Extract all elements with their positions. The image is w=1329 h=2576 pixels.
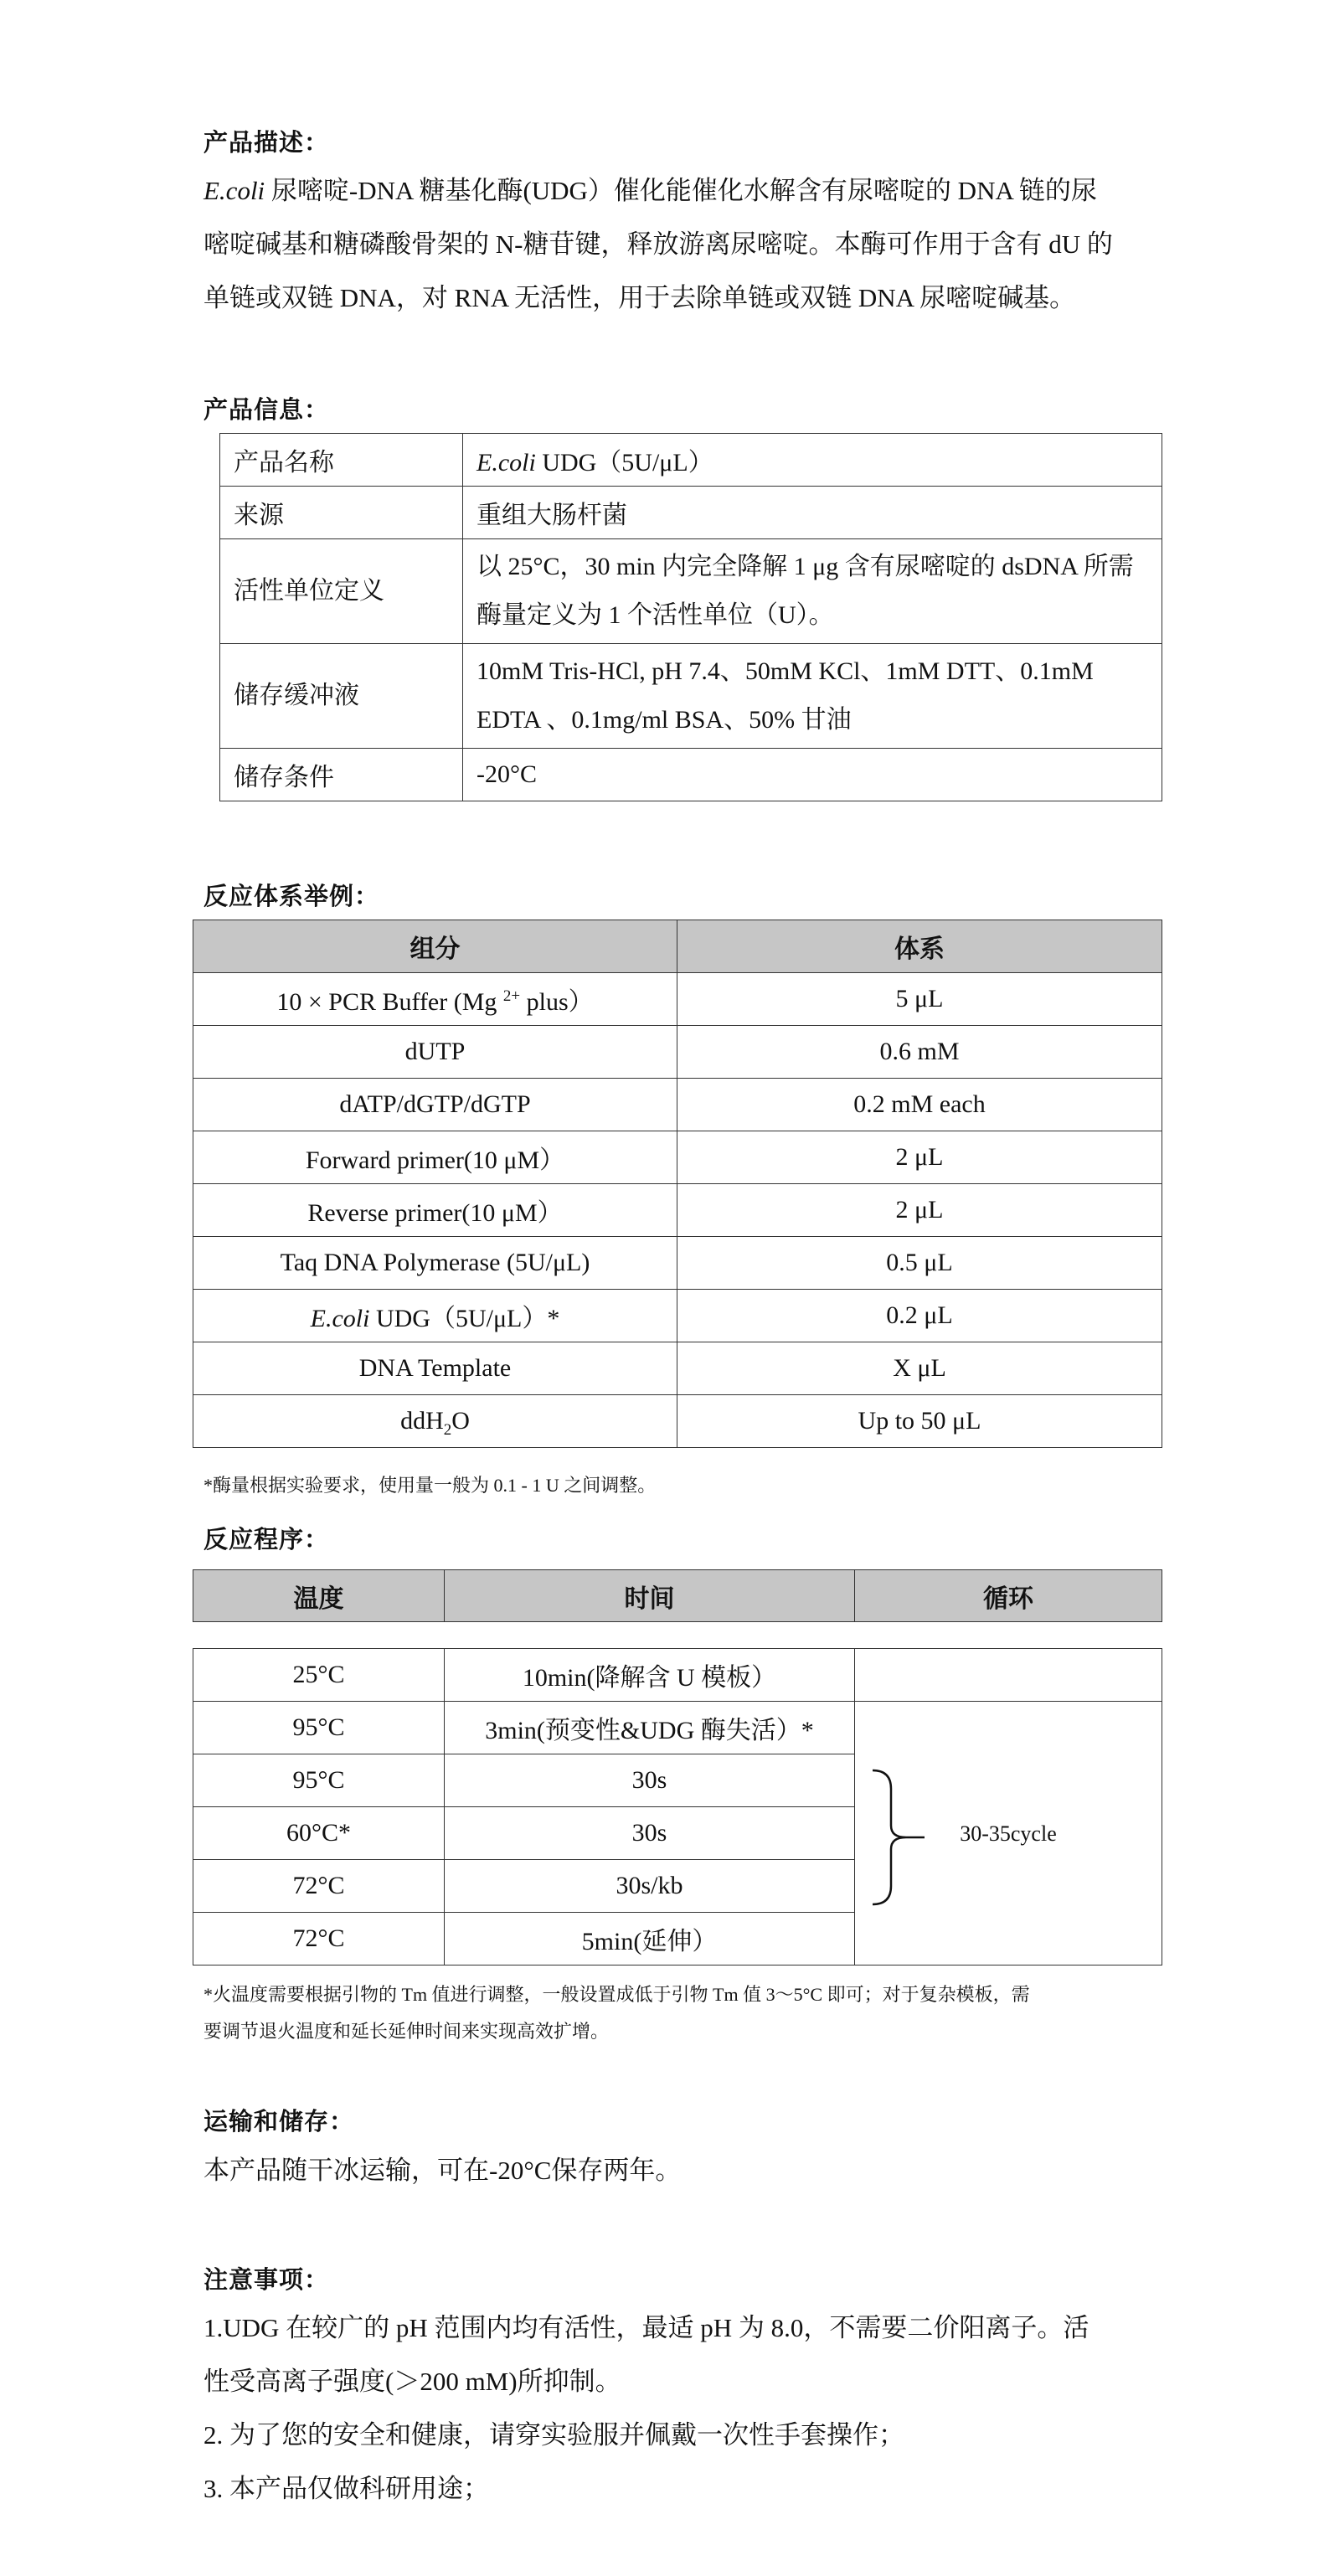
program-note: *火温度需要根据引物的 Tm 值进行调整，一般设置成低于引物 Tm 值 3～5°C 即可；对于复杂模板，需 要调节退火温度和延长延伸时间来实现高效扩增。 [203,1984,1030,2042]
component-cell: ddH$_2$O [193,1395,677,1448]
description-heading: 产品描述： [203,130,330,157]
info-value: 重组大肠杆菌 [463,487,1162,539]
info-heading: 产品信息： [203,397,330,424]
temp-cell: 72°C [193,1860,445,1913]
table-row [193,1026,1162,1079]
volume-cell: 5 μL [677,973,1162,1026]
notes-line: 2. 为了您的安全和健康，请穿实验服并佩戴一次性手套操作； [203,2420,904,2450]
program-heading: 反应程序： [203,1527,330,1553]
temp-cell: 72°C [193,1913,445,1965]
program-table [193,1648,1162,1965]
table-row [193,1131,1162,1184]
reaction-note: *酶量根据实验要求，使用量一般为 0.1 - 1 U 之间调整。 [203,1475,657,1496]
description-line: 嘧啶碱基和糖磷酸骨架的 N-糖苷键，释放游离尿嘧啶。本酶可作用于含有 dU 的 [203,229,1113,259]
column-header: 组分 [193,920,677,973]
cycle-cell-empty [855,1649,1162,1702]
table-row [220,487,1162,539]
table-row [193,1395,1162,1448]
cycle-label: 30-35cycle [960,1821,1057,1846]
table-row [193,1079,1162,1131]
shipping-paragraph: 本产品随干冰运输，可在-20°C保存两年。 [203,2156,682,2185]
column-header: 时间 [445,1570,855,1622]
component-cell: Taq DNA Polymerase (5U/μL) [193,1237,677,1290]
table-header-row [193,1570,1162,1622]
table-row [220,434,1162,487]
info-label: 储存条件 [220,749,463,801]
table-row [193,1649,1162,1702]
table-row [220,749,1162,801]
volume-cell: 0.6 mM [677,1026,1162,1079]
component-cell: dATP/dGTP/dGTP [193,1079,677,1131]
info-label: 储存缓冲液 [220,644,463,749]
temp-cell: 60°C* [193,1807,445,1860]
component-cell: E.coli UDG（5U/μL）* [193,1290,677,1342]
notes-heading: 注意事项： [203,2267,330,2294]
table-row [193,1702,1162,1754]
notes-line: 性受高离子强度(＞200 mM)所抑制。 [203,2367,621,2396]
info-label: 活性单位定义 [220,539,463,644]
description-line: E.coli 尿嘧啶-DNA 糖基化酶(UDG）催化能催化水解含有尿嘧啶的 DNA 链的尿 [203,176,1097,205]
temp-cell: 25°C [193,1649,445,1702]
column-header: 循环 [855,1570,1162,1622]
time-cell: 10min(降解含 U 模板） [445,1649,855,1702]
time-cell: 5min(延伸） [445,1913,855,1965]
volume-cell: X μL [677,1342,1162,1395]
component-cell: DNA Template [193,1342,677,1395]
notes-line: 3. 本产品仅做科研用途； [203,2474,489,2503]
component-cell: Forward primer(10 μM） [193,1131,677,1184]
time-cell: 3min(预变性&UDG 酶失活）* [445,1702,855,1754]
column-header: 体系 [677,920,1162,973]
table-row [193,1342,1162,1395]
volume-cell: 0.5 μL [677,1237,1162,1290]
volume-cell: 2 μL [677,1184,1162,1237]
table-row [220,539,1162,644]
column-header: 温度 [193,1570,445,1622]
info-value: 10mM Tris-HCl, pH 7.4、50mM KCl、1mM DTT、0.1mM EDTA 、0.1mg/ml BSA、50% 甘油 [463,644,1162,749]
table-row [193,1184,1162,1237]
volume-cell: Up to 50 μL [677,1395,1162,1448]
table-header-row [193,920,1162,973]
volume-cell: 0.2 μL [677,1290,1162,1342]
time-cell: 30s [445,1807,855,1860]
table-row [220,644,1162,749]
info-label: 来源 [220,487,463,539]
info-label: 产品名称 [220,434,463,487]
program-header-table [193,1569,1162,1622]
notes-line: 1.UDG 在较广的 pH 范围内均有活性，最适 pH 为 8.0，不需要二价阳离子。活 [203,2313,1089,2342]
shipping-heading: 运输和储存： [203,2109,355,2136]
volume-cell: 0.2 mM each [677,1079,1162,1131]
info-value: 以 25°C，30 min 内完全降解 1 μg 含有尿嘧啶的 dsDNA 所需酶量定义为 1 个活性单位（U）。 [463,539,1162,644]
table-row [193,1237,1162,1290]
info-value: E.coli UDG（5U/μL） [463,434,1162,487]
table-row [193,973,1162,1026]
component-cell: dUTP [193,1026,677,1079]
reaction-heading: 反应体系举例： [203,884,380,910]
component-cell: 10 × PCR Buffer (Mg $^{2+}$ plus） [193,973,677,1026]
volume-cell: 2 μL [677,1131,1162,1184]
cycle-bracket-icon [869,1767,928,1908]
time-cell: 30s [445,1754,855,1807]
component-cell: Reverse primer(10 μM） [193,1184,677,1237]
reaction-table [193,920,1162,1448]
notes-paragraph [203,2301,1158,2516]
temp-cell: 95°C [193,1754,445,1807]
info-table [219,433,1162,801]
description-line: 单链或双链 DNA，对 RNA 无活性，用于去除单链或双链 DNA 尿嘧啶碱基。 [203,283,1076,312]
info-value: -20°C [463,749,1162,801]
time-cell: 30s/kb [445,1860,855,1913]
table-row [193,1290,1162,1342]
description-paragraph [203,164,1158,325]
temp-cell: 95°C [193,1702,445,1754]
